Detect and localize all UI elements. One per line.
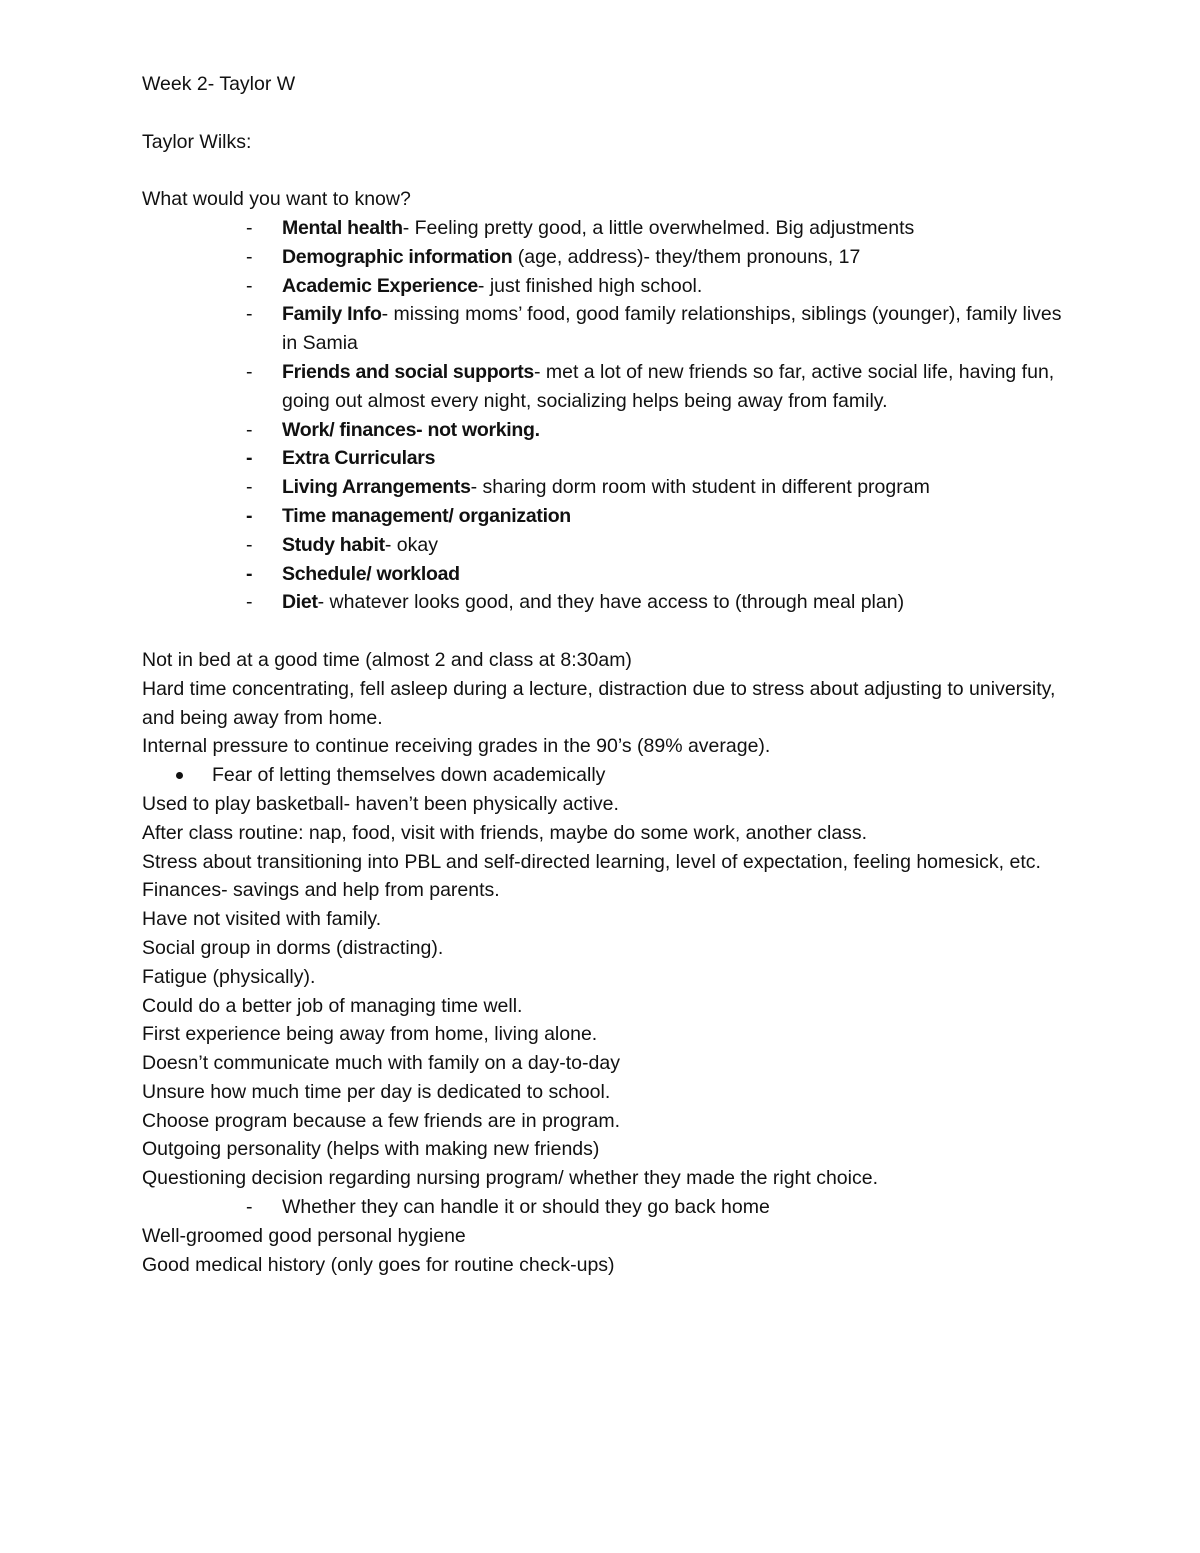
note-line: Finances- savings and help from parents. <box>142 879 500 902</box>
item-label: Friends and social supports <box>282 360 534 383</box>
bullet-text: Fear of letting themselves down academically <box>212 764 606 787</box>
list-item <box>142 560 1082 589</box>
list-item <box>142 531 1082 560</box>
note-line: First experience being away from home, living alone. <box>142 1023 598 1046</box>
item-text: - just finished high school. <box>477 274 703 297</box>
item-text: - whatever looks good, and they have access to (through meal plan) <box>317 591 905 614</box>
note-line: Stress about transitioning into PBL and self-directed learning, level of expectation, feeling homesick, etc. <box>142 850 1041 873</box>
bullet-item <box>142 761 1082 790</box>
note-line: Outgoing personality (helps with making new friends) <box>142 1138 600 1161</box>
dash-marker: - <box>246 303 253 326</box>
sub-dash-text: Whether they can handle it or should they go back home <box>282 1196 770 1219</box>
note-line: Have not visited with family. <box>142 908 382 931</box>
dash-marker: - <box>246 591 253 614</box>
dash-marker: - <box>246 418 253 441</box>
dash-marker: - <box>246 216 253 239</box>
sub-dash-item <box>142 1193 1082 1222</box>
dash-marker: - <box>246 274 253 297</box>
item-label: Time management/ organization <box>282 504 571 527</box>
note-line: Well-groomed good personal hygiene <box>142 1224 466 1247</box>
list-item <box>142 444 1082 473</box>
dash-marker: - <box>246 360 253 383</box>
item-label: Diet <box>282 591 318 614</box>
item-text: - okay <box>384 533 438 556</box>
list-item <box>142 358 1082 416</box>
item-label: Mental health <box>282 216 403 239</box>
note-line: Could do a better job of managing time well. <box>142 994 523 1017</box>
list-item <box>142 300 1082 358</box>
question-line: What would you want to know? <box>142 188 411 211</box>
dash-marker: - <box>246 245 253 268</box>
assessment-list <box>142 214 1082 617</box>
item-text: - missing moms’ food, good family relationships, siblings (younger), family lives in Samia <box>282 303 1062 355</box>
item-label: Schedule/ workload <box>282 562 460 585</box>
note-line: After class routine: nap, food, visit with friends, maybe do some work, another class. <box>142 821 868 844</box>
note-line: Hard time concentrating, fell asleep during a lecture, distraction due to stress about adjusting to university, and being away from home. <box>142 677 1056 729</box>
note-line: Good medical history (only goes for routine check-ups) <box>142 1253 615 1276</box>
note-line: Questioning decision regarding nursing program/ whether they made the right choice. <box>142 1167 879 1190</box>
list-item <box>142 272 1082 301</box>
list-item <box>142 502 1082 531</box>
list-item <box>142 588 1082 617</box>
note-line: Used to play basketball- haven’t been physically active. <box>142 792 619 815</box>
item-text: (age, address)- they/them pronouns, 17 <box>512 245 861 268</box>
item-text: - sharing dorm room with student in different program <box>470 476 930 499</box>
dash-marker: - <box>246 533 253 556</box>
dash-marker: - <box>246 562 253 585</box>
item-text: - Feeling pretty good, a little overwhelmed. Big adjustments <box>402 216 915 239</box>
note-line: Fatigue (physically). <box>142 965 316 988</box>
item-label: Academic Experience <box>282 274 478 297</box>
document-header: Week 2- Taylor W <box>142 73 296 95</box>
note-line: Choose program because a few friends are in program. <box>142 1109 620 1132</box>
note-line: Doesn’t communicate much with family on a day-to-day <box>142 1052 620 1075</box>
item-label: Living Arrangements <box>282 476 471 499</box>
notes-section <box>142 646 1082 1280</box>
note-line: Unsure how much time per day is dedicated to school. <box>142 1080 611 1103</box>
note-line: Not in bed at a good time (almost 2 and class at 8:30am) <box>142 648 632 671</box>
item-label: Extra Curriculars <box>282 447 436 470</box>
dash-marker: - <box>246 504 253 527</box>
item-label: Demographic information <box>282 245 513 268</box>
note-line: Social group in dorms (distracting). <box>142 936 444 959</box>
item-label: Family Info <box>282 303 382 326</box>
dash-marker: - <box>246 476 253 499</box>
list-item <box>142 243 1082 272</box>
item-label: Study habit <box>282 533 385 556</box>
bullet-dot-icon <box>176 772 183 779</box>
dash-marker: - <box>246 1196 253 1219</box>
name-heading: Taylor Wilks: <box>142 130 252 153</box>
item-text: - met a lot of new friends so far, active social life, having fun, going out almost every night, socializing helps being away from family. <box>282 360 1055 412</box>
note-line: Internal pressure to continue receiving grades in the 90’s (89% average). <box>142 735 771 758</box>
list-item <box>142 416 1082 445</box>
dash-marker: - <box>246 447 253 470</box>
document-page <box>142 70 1082 1279</box>
item-label: Work/ finances- not working. <box>282 418 540 441</box>
list-item <box>142 473 1082 502</box>
list-item <box>142 214 1082 243</box>
